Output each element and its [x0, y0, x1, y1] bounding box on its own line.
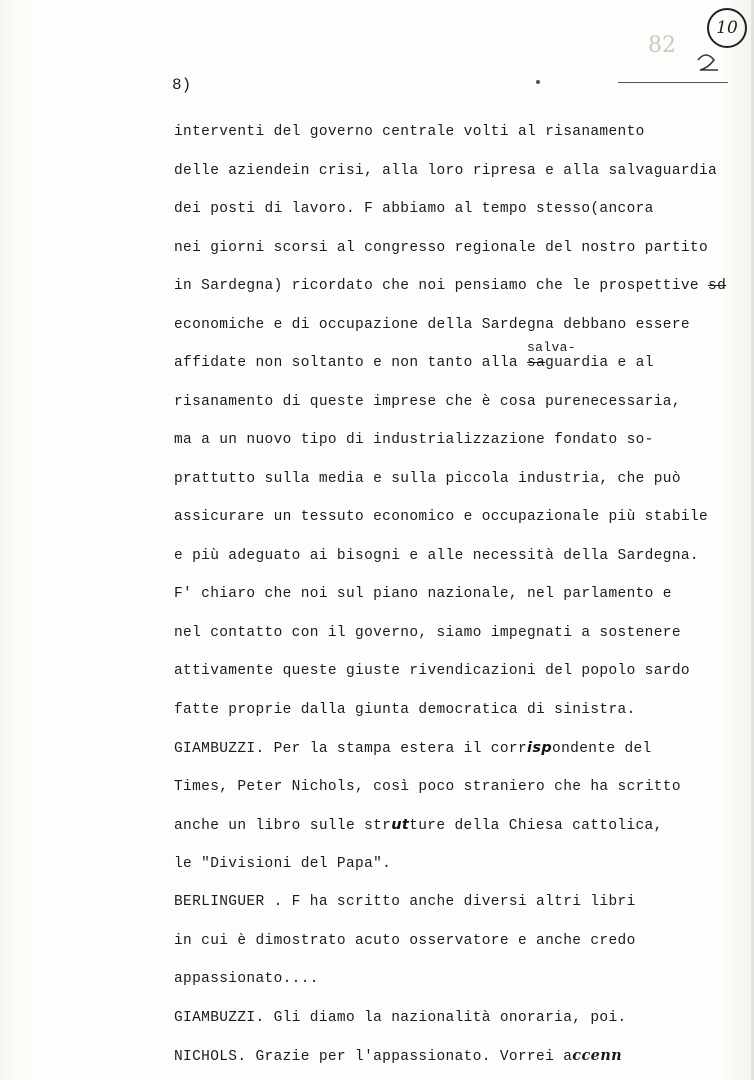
- struck-text: sd: [708, 278, 727, 294]
- text-line: interventi del governo centrale volti al risanamento: [174, 124, 645, 140]
- handwritten-rule: [618, 82, 728, 83]
- handwritten-overwrite: ut: [391, 817, 410, 833]
- speaker-line-nichols: NICHOLS. Grazie per l'appassionato. Vorrei accenn: [174, 1047, 622, 1065]
- speaker-line-giambuzzi: GIAMBUZZI. Per la stampa estera il corrispondente del: [174, 740, 652, 757]
- text-line: nei giorni scorsi al congresso regionale del nostro partito: [174, 239, 709, 256]
- typewritten-text-block: [174, 113, 727, 1076]
- stray-ink-dot: [536, 80, 540, 84]
- text-line: risanamento di queste imprese che è cosa purenecessaria,: [174, 393, 681, 410]
- text-line: Times, Peter Nichols, così poco straniero che ha scritto: [174, 778, 681, 795]
- text-line: in cui è dimostrato acuto osservatore e anche credo: [174, 932, 636, 949]
- correction: [527, 340, 576, 371]
- text-line: le "Divisioni del Papa".: [174, 855, 392, 872]
- speaker-line-berlinguer: BERLINGUER . F ha scritto anche diversi altri libri: [174, 894, 636, 910]
- text-line: in Sardegna) ricordato che noi pensiamo che le prospettive sd: [174, 278, 727, 294]
- text-line: ma a un nuovo tipo di industrializzazione fondato so-: [174, 432, 654, 448]
- handwritten-scribble: ccenn: [572, 1047, 622, 1064]
- speaker-line-giambuzzi: GIAMBUZZI. Gli diamo la nazionalità onoraria, poi.: [174, 1009, 627, 1026]
- text-line: economiche e di occupazione della Sardegna debbano essere: [174, 316, 690, 333]
- text-line: e più adeguato ai bisogni e alle necessità della Sardegna.: [174, 547, 699, 564]
- archive-page-circled-number: 10: [707, 8, 747, 48]
- text-line: dei posti di lavoro. F abbiamo al tempo stesso(ancora: [174, 201, 654, 217]
- page-number: 8): [172, 76, 192, 94]
- text-line: anche un libro sulle strutture della Chiesa cattolica,: [174, 817, 663, 834]
- text-line: prattutto sulla media e sulla piccola industria, che può: [174, 470, 681, 487]
- text-line: assicurare un tessuto economico e occupazionale più stabile: [174, 509, 709, 525]
- text-line-with-correction: affidate non soltanto e non tanto alla salva- saguardia e al: [174, 340, 654, 371]
- text-line: fatte proprie dalla giunta democratica di sinistra.: [174, 701, 636, 718]
- text-line: nel contatto con il governo, siamo impegnati a sostenere: [174, 624, 681, 641]
- text-line: attivamente queste giuste rivendicazioni del popolo sardo: [174, 663, 690, 679]
- struck-text: sa: [527, 355, 546, 371]
- text-line: F' chiaro che noi sul piano nazionale, nel parlamento e: [174, 586, 672, 602]
- stamp-text: 82: [648, 33, 676, 58]
- handwritten-overwrite: isp: [527, 740, 553, 756]
- text-line: delle aziendein crisi, alla loro ripresa e alla salvaguardia: [174, 162, 718, 179]
- interlinear-insertion: salva-: [527, 340, 576, 355]
- text-line: appassionato....: [174, 971, 319, 987]
